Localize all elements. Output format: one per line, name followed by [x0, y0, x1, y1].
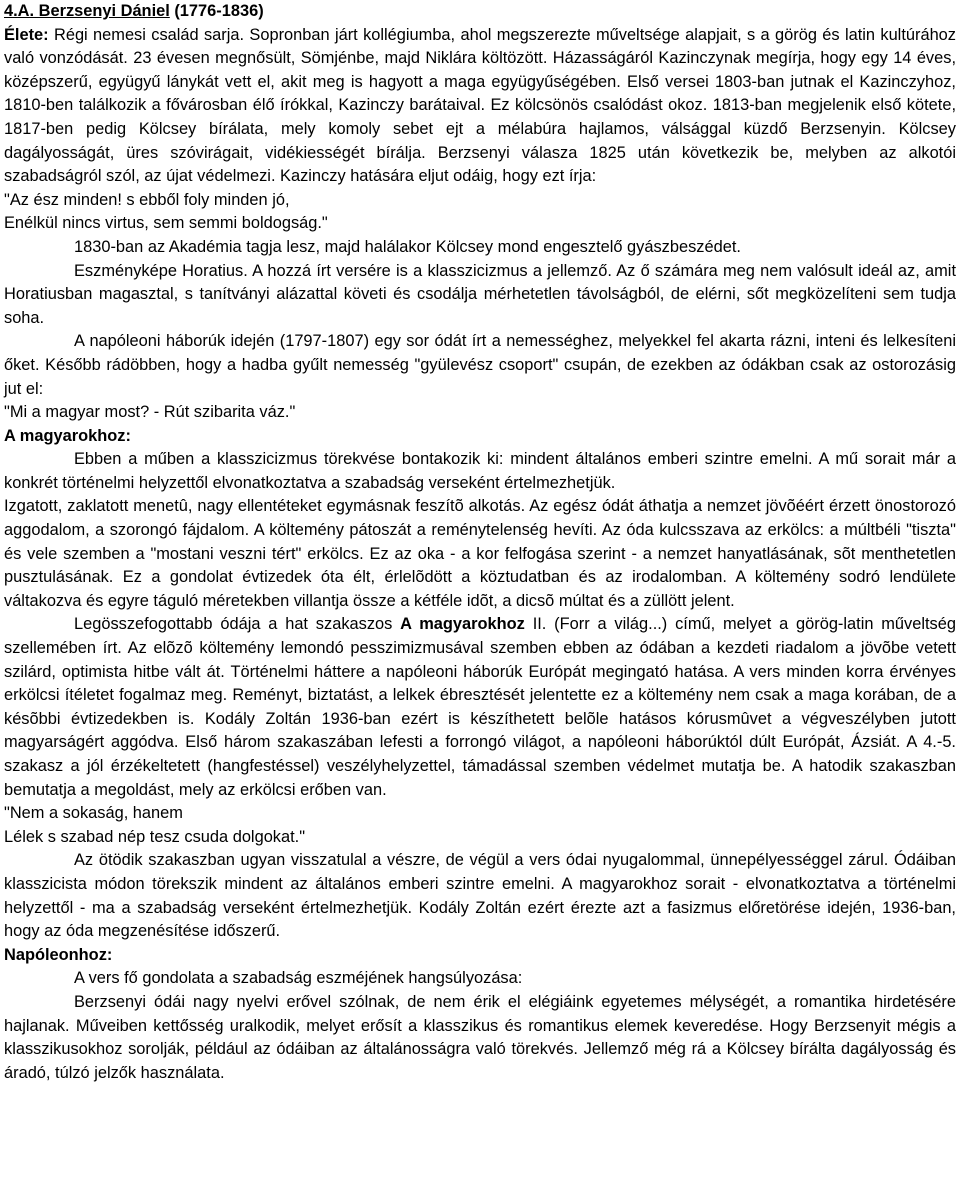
- magyarokhoz-paragraph-2: Izgatott, zaklatott menetû, nagy ellentéteket egymásnak feszítõ alkotás. Az egész ódát áthatja a nemzet jövõéért érzett önostorozó aggodalom, a szorongó fájdalom. A költemény pátoszát a reménytelenség hevíti. Az óda kulcsszava az erkölcs: a múltbéli "tiszta" és vele szemben a "mostani veszni tért" erkölcs. Ez az oka - a kor felfogása szerint - a nemzet hanyatlásának, sõt menthetetlen pusztulásának. Ez a gondolat évtizedek óta élt, érlelõdött a köztudatban és az irodalomban. A költemény sodró lendülete váltakozva és egyre táguló méretekben villantja össze a kétféle idõt, a dicsõ múltat és a züllött jelent.: [4, 497, 956, 610]
- quote-line: Lélek s szabad nép tesz csuda dolgokat.": [4, 827, 306, 846]
- kazinczy-quote: [4, 189, 956, 236]
- magyarokhoz-paragraph-1: Ebben a műben a klasszicizmus törekvése bontakozik ki: mindent általános emberi szintre emelni. A mű sorait már a konkrét történelmi helyzettől elvonatkoztatva a szabadság verseként értelmezhetjük.: [4, 450, 956, 492]
- heading-napoleonhoz: Napóleonhoz:: [4, 945, 113, 964]
- text-run: II. (Forr a világ...) című, melyet a görög-latin műveltség szellemében írt. Az elõzõ költemény lemondó pesszimizmusával szemben ebben az ódában a kezdeti riadalom a jövõbe vetett szilárd, optimista hitbe vált át. Történelmi háttere a napóleoni háborúk Európát megingató hatása. A vers minden korra érvényes erkölcsi ítéletet fogalmaz meg. Reményt, biztatást, a lelkek ébresztését jelentette ez a költemény nem csak a maga korában, de a késõbbi évtizedekben is. Kodály Zoltán 1936-ban ezért is készíthetett belõle hatásos kórusmûvet a végveszélyben jutott magyarságért aggódva. Első három szakaszában lefesti a forrongó világot, a napóleoni háborúktól dúlt Európát, Ázsiát. A 4.-5. szakasz a jól érzékeltetett (hangfestéssel) veszélyhelyzettel, támadással szemben védelmet mutatja be. A hatodik szakaszban bemutatja a megoldást, mely az erkölcsi erőben van.: [4, 615, 956, 799]
- title-name: 4.A. Berzsenyi Dániel: [4, 2, 170, 20]
- quote-line: Enélkül nincs virtus, sem semmi boldogság.": [4, 214, 328, 233]
- quote-line: "Nem a sokaság, hanem: [4, 804, 183, 823]
- ideal-paragraph: Eszményképe Horatius. A hozzá írt versére is a klasszicizmus a jellemző. Az ő számára meg nem valósult ideál az, amit Horatiusban magasztal, s tanítványi alázattal követi és csodálja mérhetetlen távolságból, de elérni, sőt megközelíteni sem tudja soha.: [4, 261, 956, 327]
- magyarokhoz-closing-paragraph: Az ötödik szakaszban ugyan visszatulal a vészre, de végül a vers ódai nyugalommal, ünnepélyességgel zárul. Ódáiban klasszicista módon törekszik mindent az általános emberi szintre emelni. A magyarokhoz sorait - elvonatkoztatva a történelmi helyzettől - ma a szabadság verseként értelmezhetjük. Kodály Zoltán ezért érezte azt a fasizmus előretörése idején, 1936-ban, hogy az óda megzenésítése időszerű.: [4, 851, 956, 941]
- bio-label: Élete:: [4, 25, 49, 44]
- title-years: (1776-1836): [169, 2, 264, 20]
- academy-paragraph: 1830-ban az Akadémia tagja lesz, majd halálakor Kölcsey mond engesztelő gyászbeszédet.: [74, 237, 741, 256]
- szibarita-quote: "Mi a magyar most? - Rút szibarita váz.": [4, 403, 296, 422]
- bio-text: Régi nemesi család sarja. Sopronban járt kollégiumba, ahol megszerezte műveltsége alapjait, s a görög és latin kultúrához való vonzódását. 23 évesen megnősült, Sömjénbe, majd Niklára költözött. Házasságáról Kazinczynak megírja, hogy egy 14 éves, középszerű, együgyű lánykát vett el, akit meg is hagyott a maga együgyűségében. Első versei 1803-ban jutnak el Kazinczyhoz, 1810-ben találkozik a fővárosban élő írókkal, Kazinczy barátaival. Ez kölcsönös csalódást okoz. 1813-ban megjelenik első kötete, 1817-ben pedig Kölcsey bírálata, mely komoly sebet ejt a mélabúra hajlamos, válsággal küzdő Berzsenyin. Kölcsey dagályosságát, üres szóvirágait, vidékiességét bírálja. Berzsenyi válasza 1825 után következik be, melyben az alkotói szabadságról szól, az újat védelmezi. Kazinczy hatására eljut odáig, hogy ezt írja:: [4, 25, 956, 186]
- summary-paragraph: Berzsenyi ódái nagy nyelvi erővel szólnak, de nem érik el elégiáink egyetemes mélységét, a romantika hirdetésére hajlanak. Műveiben kettősség uralkodik, melyet erősít a klasszikus és romantikus elemek keveredése. Hogy Berzsenyit mégis a klasszikusokhoz sorolják, például az ódáiban az általánosságra való törekvés. Jellemző még rá a Kölcsey bírálta dagályosság és áradó, túlzó jelzők használata.: [4, 992, 956, 1082]
- quote-line: "Az ész minden! s ebből foly minden jó,: [4, 190, 290, 209]
- napoleonic-wars-paragraph: A napóleoni háborúk idején (1797-1807) egy sor ódát írt a nemességhez, melyekkel fel akarta rázni, inteni és lelkesíteni őket. Később rádöbben, hogy a hadba gyűlt nemesség "gyülevész csoport" csupán, de ezekben az ódákban csak az ostorozásig jut el:: [4, 332, 956, 398]
- magyarokhoz-ii-paragraph: [4, 613, 956, 802]
- napoleonhoz-paragraph: A vers fő gondolata a szabadság eszméjének hangsúlyozása:: [74, 969, 523, 988]
- text-run: Legösszefogottabb ódája a hat szakaszos: [74, 615, 401, 634]
- heading-magyarokhoz: A magyarokhoz:: [4, 426, 131, 445]
- bio-paragraph: [4, 24, 956, 189]
- poem-title: A magyarokhoz: [400, 615, 525, 634]
- sokasag-quote: [4, 802, 956, 849]
- section-title: [4, 0, 956, 24]
